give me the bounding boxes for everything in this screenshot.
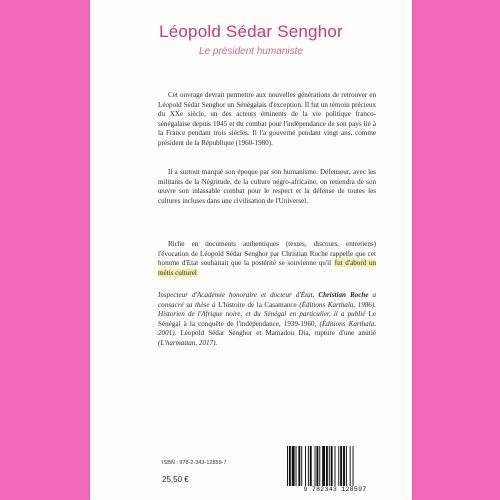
author-name: Christian Roche (318, 291, 369, 299)
bio-part-b: a consacré sa thèse à (158, 291, 377, 309)
book-ref-3: Léopold Sédar Senghor et Mamadou Dia, rupture d'une amitié (180, 329, 376, 338)
paragraph-3-text: Riche en documents authentiques (textes, discours, entretiens) l'évocation de Léopold Sédar Senghor par Christian Roche rappelle que cet homme d'Etat souhaitait que la postérité se souvienne qu'il (158, 240, 376, 268)
highlighted-phrase: fut d'abord un métis culturel (158, 259, 377, 277)
description-paragraph-1: Cet ouvrage devrait permettre aux nouvelles générations de retrouver en Léopold Sédar Senghor un Sénégalais d'exception. Il fut un témoin précieux du XXe siècle, un des acteurs éminents de la vie politique franco-sénégalaise depuis 1945 et du combat pour l'indépendance de son pays lié à la France pendant trois siècles. Il l'a gouverné pendant vingt ans, comme président de la République (1960-1980). (158, 91, 376, 147)
bio-part-h: (L'harmattan, 2017). (158, 338, 218, 347)
price-text: 25,50 € (162, 475, 189, 484)
barcode-icon (285, 446, 385, 486)
author-biography (158, 291, 376, 349)
bio-part-d: (Éditions Karthala, 1986). Historien de l'Afrique noire, et du Sénégal en particulier, il a publié (158, 300, 376, 319)
book-title: Léopold Sédar Senghor (159, 22, 343, 41)
barcode-number: 9 782343 128597 (303, 486, 367, 493)
book-ref-1: L'histoire de la Casamance (218, 300, 297, 309)
bio-part-f: (Éditions Karthala, 2001). (158, 319, 376, 338)
book-subtitle: Le président humaniste (199, 46, 303, 57)
description-paragraph-3 (158, 240, 376, 278)
bio-part-a: Inspecteur d'Académie honoraire et docteur d'État, (158, 291, 319, 299)
back-cover (90, 0, 412, 500)
description-paragraph-2: Il a surtout marqué son époque par son humanisme. Défenseur, avec les militants de la Négritude, de la culture négro-africaine, on retiendra de son œuvre son inlassable combat pour le respect et la défense de toutes les cultures incluses dans une civilisation de l'Universel. (158, 168, 376, 205)
isbn-text: ISBN : 978-2-343-12859-7 (162, 460, 227, 466)
book-ref-2: Le Sénégal à la conquête de l'indépendance, 1939-1960, (158, 310, 376, 328)
